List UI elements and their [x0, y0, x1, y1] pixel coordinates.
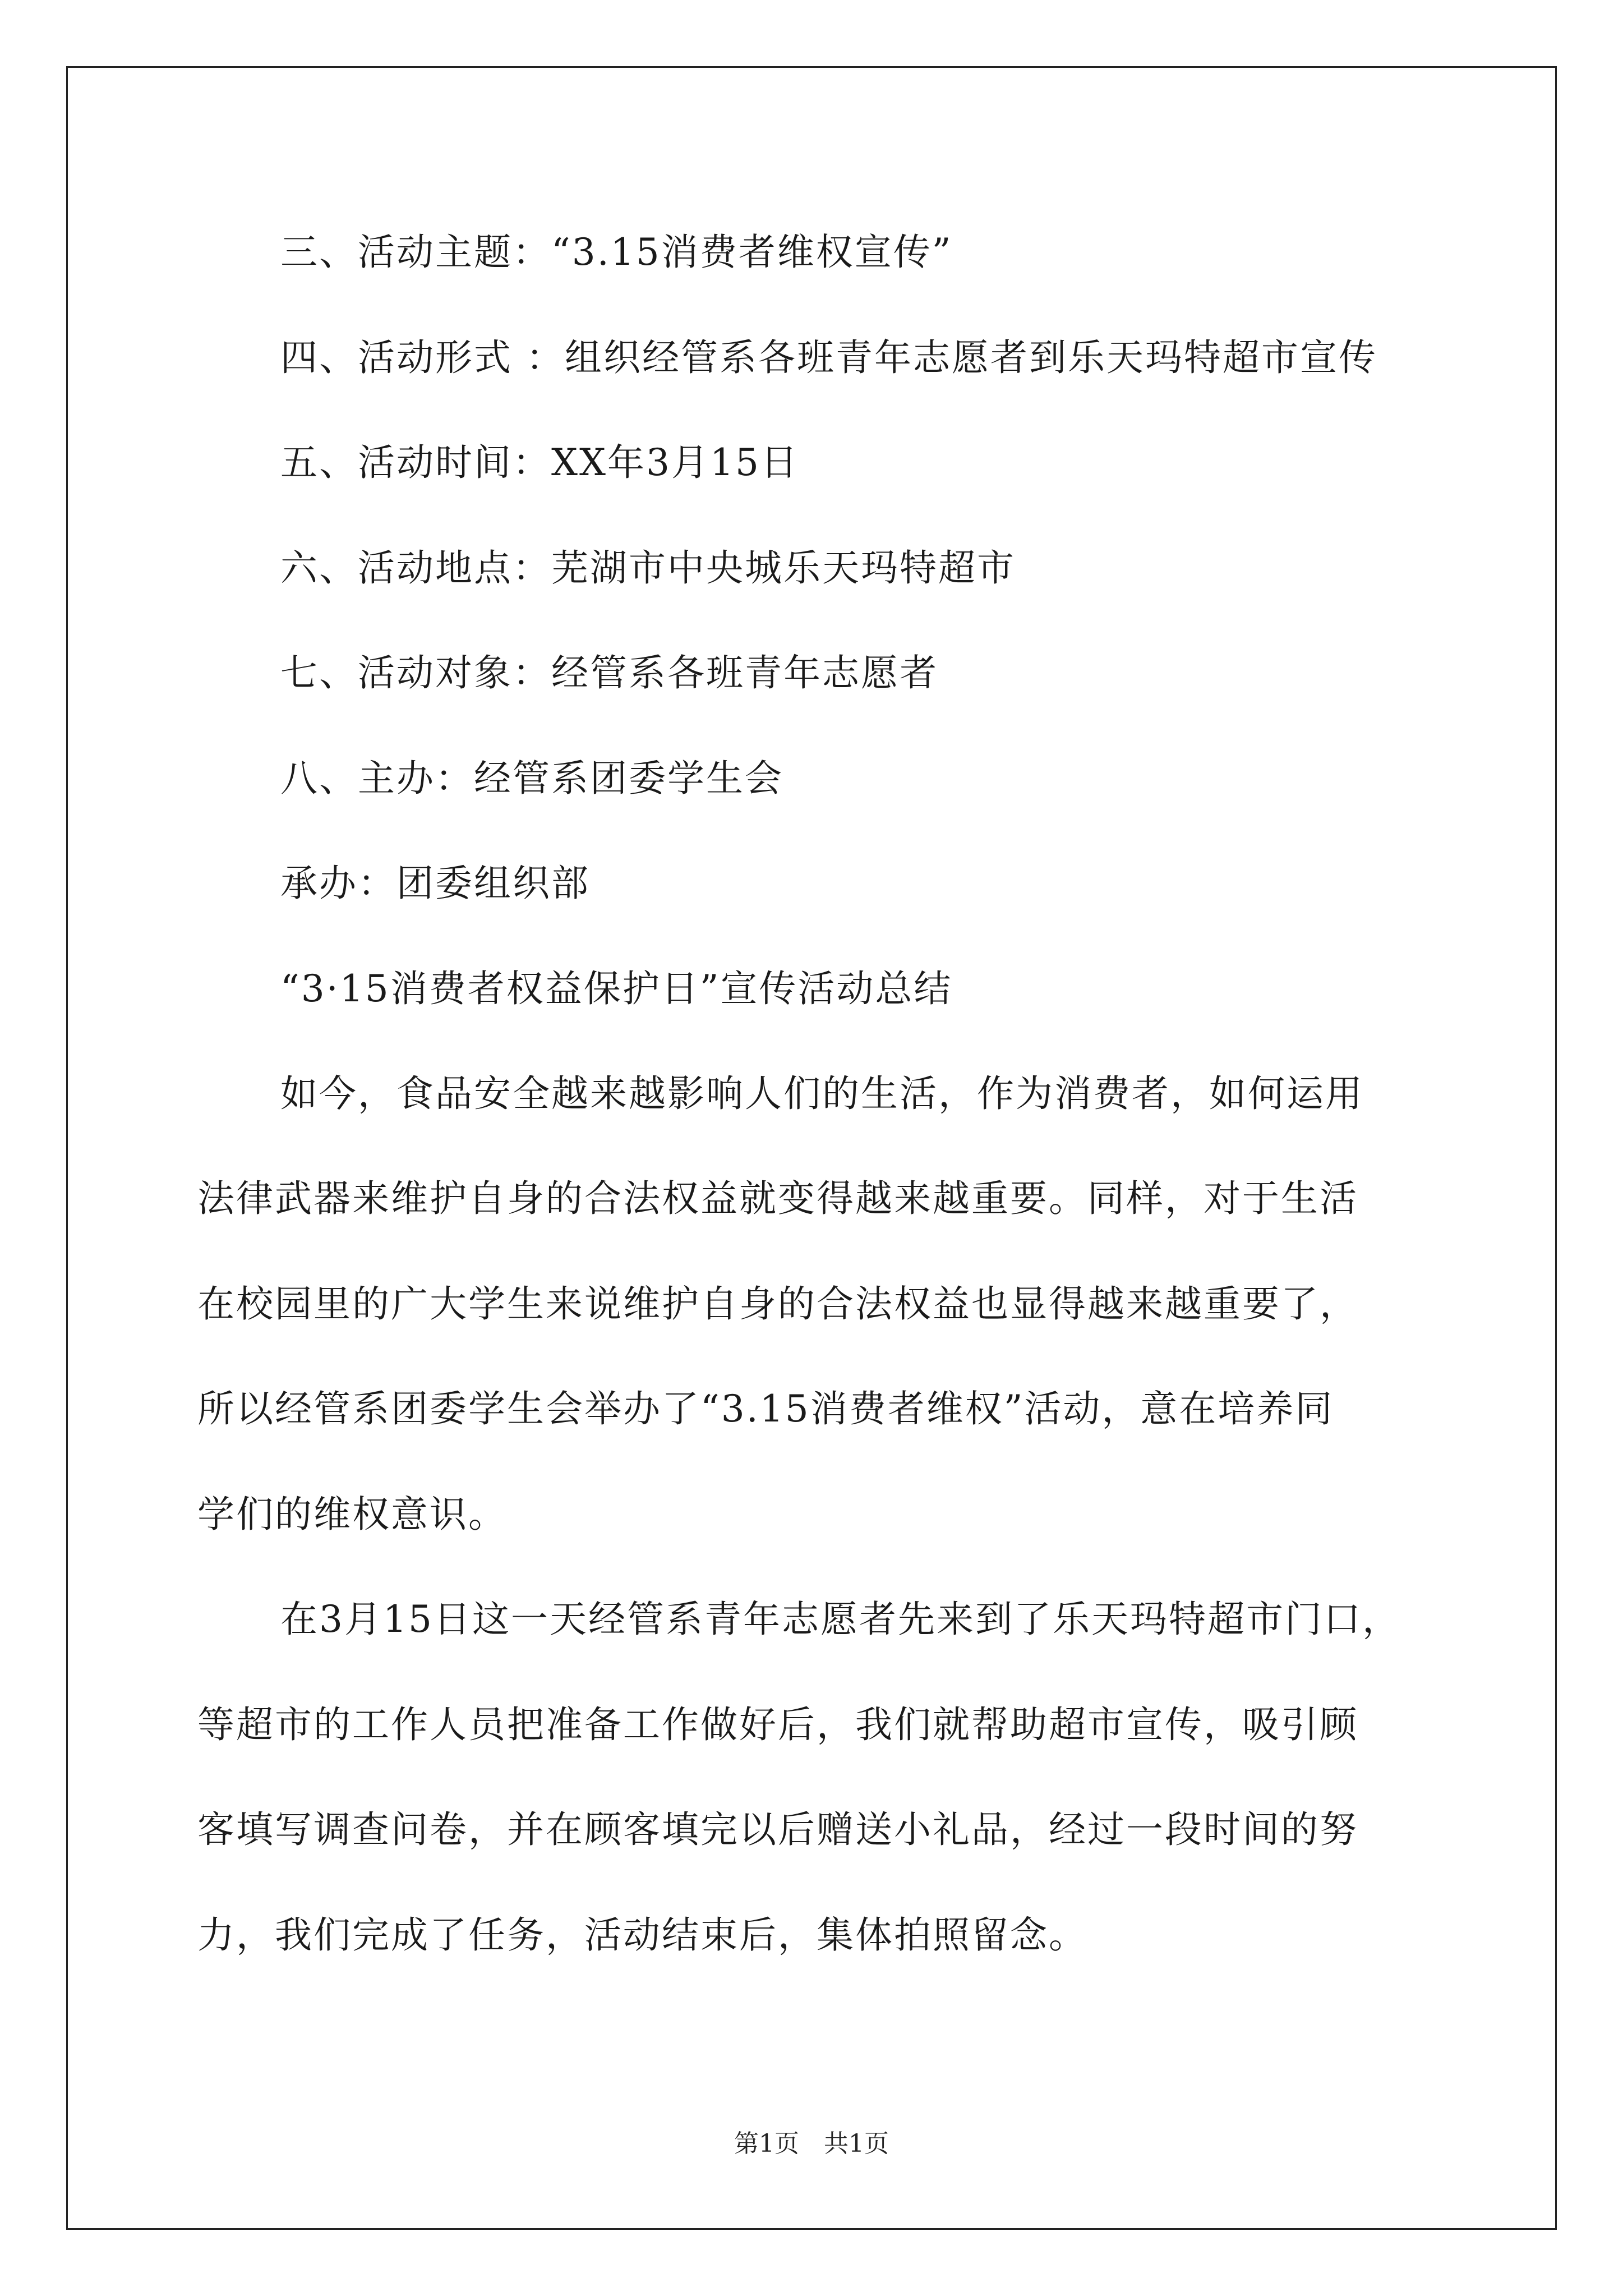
paragraph-line: 力，我们完成了任务，活动结束后，集体拍照留念。 — [197, 1913, 1087, 1957]
paragraph-line: 学们的维权意识。 — [197, 1493, 507, 1536]
paragraph-line: 客填写调查问卷，并在顾客填完以后赠送小礼品，经过一段时间的努 — [197, 1808, 1358, 1851]
page-number: 第1页 共1页 — [734, 2129, 889, 2158]
item-form: 四、活动形式 ：组织经管系各班青年志愿者到乐天玛特超市宣传 — [280, 336, 1377, 379]
item-location: 六、活动地点：芜湖市中央城乐天玛特超市 — [280, 546, 1016, 590]
section-title: “3·15消费者权益保护日”宣传活动总结 — [280, 967, 953, 1010]
paragraph-line: 如今，食品安全越来越影响人们的生活，作为消费者，如何运用 — [280, 1072, 1364, 1115]
paragraph-line: 在校园里的广大学生来说维护自身的合法权益也显得越来越重要了， — [197, 1282, 1358, 1326]
item-theme: 三、活动主题：“3.15消费者维权宣传” — [280, 231, 953, 274]
paragraph-line: 等超市的工作人员把准备工作做好后，我们就帮助超市宣传，吸引顾 — [197, 1703, 1358, 1746]
item-organizer: 八、主办：经管系团委学生会 — [280, 757, 783, 800]
paragraph-line: 在3月15日这一天经管系青年志愿者先来到了乐天玛特超市门口， — [280, 1598, 1401, 1641]
page-border — [66, 66, 1557, 2230]
paragraph-line: 所以经管系团委学生会举办了“3.15消费者维权”活动，意在培养同 — [197, 1387, 1334, 1430]
item-audience: 七、活动对象：经管系各班青年志愿者 — [280, 651, 938, 694]
paragraph-line: 法律武器来维护自身的合法权益就变得越来越重要。同样，对于生活 — [197, 1177, 1358, 1220]
item-co-organizer: 承办：团委组织部 — [280, 862, 590, 905]
item-time: 五、活动时间：XX年3月15日 — [280, 441, 799, 484]
